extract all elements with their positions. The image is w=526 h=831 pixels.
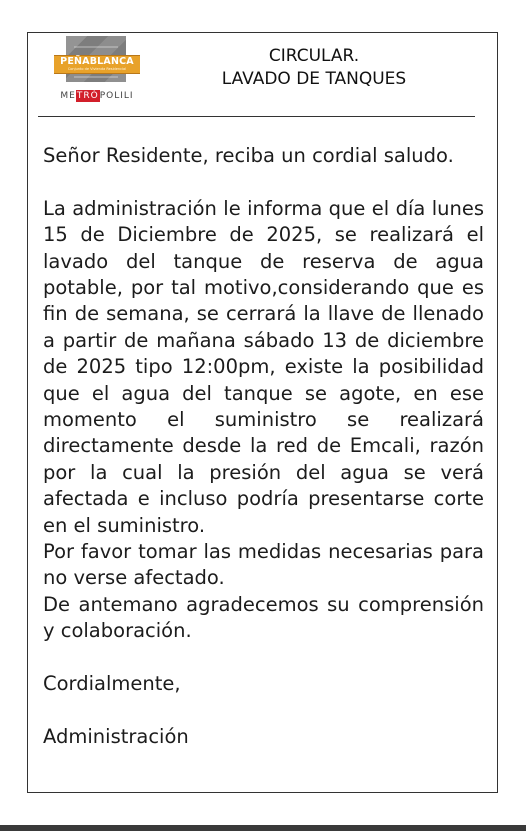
logo-tagline: Conjunto de Vivienda Residencial — [67, 67, 127, 71]
document-title — [180, 45, 448, 91]
logo-banner-text: PEÑABLANCA — [60, 56, 134, 67]
closing: Cordialmente, — [43, 672, 181, 696]
document-body — [43, 143, 484, 750]
spacer — [43, 698, 484, 724]
greeting: Señor Residente, reciba un cordial saludo. — [43, 144, 454, 167]
logo-wordmark — [54, 91, 140, 101]
paragraph-thanks: De antemano agradecemos su comprensión y colaboración. — [43, 592, 484, 643]
logo-wordmark-left: ME — [60, 91, 76, 101]
paragraph-announcement: La administración le informa que el día lunes 15 de Diciembre de 2025, se realizará el lavado del tanque de reserva de agua potable, por tal motivo,considerando que es fin de semana, se cerrará la llave de llenado a partir de mañana sábado 13 de diciembre de 2025 tipo 12:00pm, existe la posibilidad que el agua del tanque se agote, en ese momento el suministro se realizará directamente desde la red de Emcali, razón por la cual la presión del agua se verá afectada e incluso podría presentarse corte en el suministro. — [43, 196, 484, 537]
logo-wordmark-right: POLILI — [99, 91, 134, 101]
spacer — [43, 169, 484, 195]
bottom-bar — [0, 825, 526, 831]
spacer — [43, 645, 484, 671]
paragraph-recommendation: Por favor tomar las medidas necesarias para no verse afectado. — [43, 540, 484, 590]
logo — [54, 36, 140, 108]
signature: Administración — [43, 724, 189, 748]
header-divider — [38, 116, 475, 117]
logo-banner — [54, 55, 140, 74]
logo-wordmark-mid: TRÓ — [76, 91, 99, 101]
title-line-1: CIRCULAR. — [268, 46, 360, 66]
title-line-2: LAVADO DE TANQUES — [221, 69, 407, 89]
